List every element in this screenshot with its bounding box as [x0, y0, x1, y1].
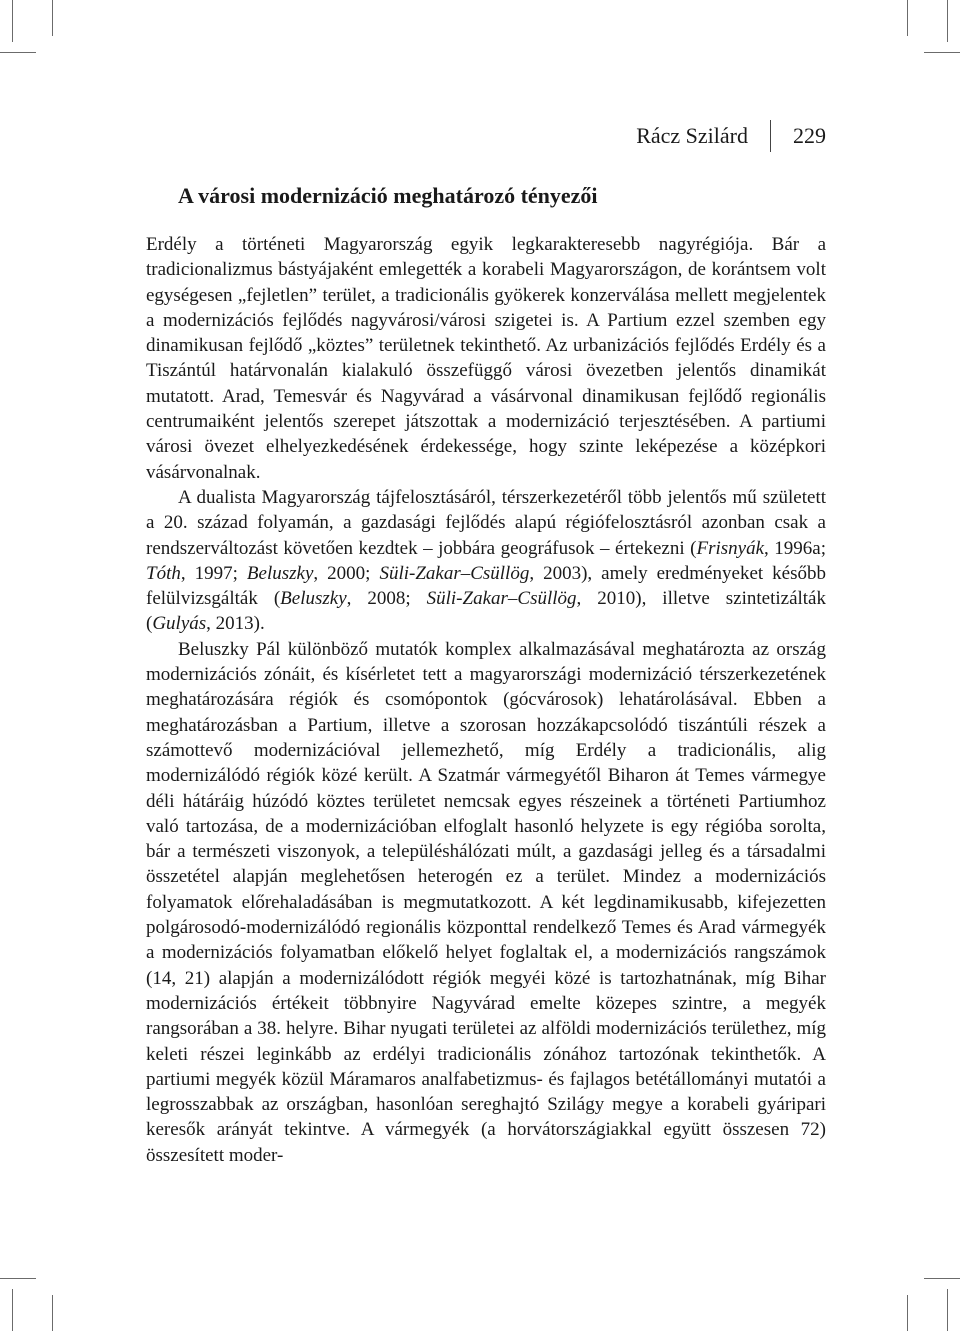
- paragraph-text: , 2003), amely eredményeket később felülvizsgálták (: [146, 562, 826, 610]
- page-body: [146, 180, 826, 1168]
- paragraph-text: , 2008;: [346, 588, 427, 610]
- citation-author: Süli-Zakar–Csüllög: [379, 562, 530, 584]
- citation-author: Süli-Zakar–Csüllög: [426, 588, 577, 610]
- section-title: A városi modernizáció meghatározó tényezői: [178, 183, 598, 208]
- crop-mark: [12, 0, 13, 42]
- crop-mark: [52, 1295, 53, 1331]
- crop-mark: [0, 1278, 36, 1279]
- crop-mark: [907, 1295, 908, 1331]
- paragraph-2: [146, 485, 826, 637]
- crop-mark: [924, 1278, 960, 1279]
- crop-mark: [0, 52, 36, 53]
- paragraph-text: , 2000;: [313, 562, 380, 584]
- crop-mark: [924, 52, 960, 53]
- page-number: 229: [793, 123, 826, 148]
- crop-mark: [907, 0, 908, 36]
- citation-author: Tóth: [146, 562, 181, 584]
- crop-mark: [12, 1289, 13, 1331]
- paragraph-3: Beluszky Pál különböző mutatók komplex alkalmazásával meghatározta az ország modernizációs zónáit, és kísérletet tett a magyarországi modernizáció térszerkezetének meghatározására régiók és csomópontok (gócvárosok) lehatárolásával. Ebben a meghatározásban a Partium, illetve a szorosan hozzákapcsolódó tiszántúli részek a számottevő modernizációval jellemezhető, míg Erdély a tradicionális, alig modernizálódó régiók közé került. A Szatmár vármegyétől Biharon át Temes vármegye déli hátáráig húzódó köztes területet nemcsak egyes részeinek a történeti Partiumhoz való tartozása, de a modernizációban elfoglalt hasonló helyzete is egy régióba sorolta, bár a természeti viszonyok, a településhálózati múlt, a gazdasági jelleg és a társadalmi összetétel alapján meglehetősen heterogén ez a terület. Mindez a modernizációs folyamatok előrehaladásában is megmutatkozott. A két legdinamikusabb, kifejezetten polgárosodó-modernizálódó regionális központtal rendelkező Temes és Arad vármegyék a modernizációs folyamatban előkelő helyet foglaltak el, a modernizációs rangszámok (14, 21) alapján a modernizálódott régiók megyéi közé is tartozhatnának, míg Bihar modernizációs értékeit többnyire Nagyvárad emelte közepes szintre, a megyék rangsorában a 38. helyre. Bihar nyugati területei az alföldi modernizációs területhez, míg keleti részei leginkább az erdélyi tradicionális zónához tartozónak tekinthetők. A partiumi megyék közül Máramaros analfabetizmus- és fajlagos betétállományi mutatói a legrosszabbak az országban, hasonlóan sereghajtó Szilágy megye a korabeli gyáripari keresők arányát tekintve. A vármegyék (a horvátországiakkal együtt összesen 72) összesített moder-: [146, 638, 826, 1166]
- citation-author: Gulyás: [152, 613, 207, 635]
- paragraph-text: , 2010), illetve szintetizálták (: [146, 588, 826, 635]
- paragraph-1: Erdély a történeti Magyarország egyik legkarakteresebb nagyrégiója. Bár a tradicionalizmus bástyájaként emlegették a korabeli Magyarországon, de korántsem volt egységesen „fejletlen” terület, a tradicionális gyökerek konzerválása mellett megjelentek a modernizációs fejlődés nagyvárosi/városi szigetei is. A Partium ezzel szemben egy dinamikusan fejlődő „köztes” területnek tekinthető. Az urbanizációs fejlődés Erdély és a Tiszántúl határvonalán kialakuló összefüggő városi övezetben jelentős dinamikát mutatott. Arad, Temesvár és Nagyvárad a vásárvonal dinamikusan fejlődő regionális centrumaiként jelentős szerepet játszottak a modernizáció terjesztésében. A partiumi városi övezet elhelyezkedésének érdekessége, hogy szinte leképezése a középkori vásárvonalnak.: [146, 234, 826, 483]
- running-head-author: Rácz Szilárd: [636, 120, 771, 152]
- citation-author: Beluszky: [280, 588, 347, 610]
- citation-author: Beluszky: [246, 562, 314, 584]
- paragraph-text: , 1997;: [180, 562, 247, 584]
- crop-mark: [52, 0, 53, 36]
- paragraph-text: , 1996a;: [764, 537, 826, 559]
- crop-mark: [947, 1289, 948, 1331]
- crop-mark: [947, 0, 948, 42]
- paragraph-text: A dualista Magyarország tájfelosztásáról, térszerkezetéről több jelentős mű született a 20. század folyamán, a gazdasági fejlődés alapú régiófelosztásról azonban csak a rendszerváltozást követően kezdtek – jobbára geográfusok – értekezni (: [146, 486, 826, 559]
- paragraph-text: , 2013).: [206, 613, 265, 635]
- citation-author: Frisnyák: [696, 537, 765, 559]
- running-head: [636, 120, 826, 152]
